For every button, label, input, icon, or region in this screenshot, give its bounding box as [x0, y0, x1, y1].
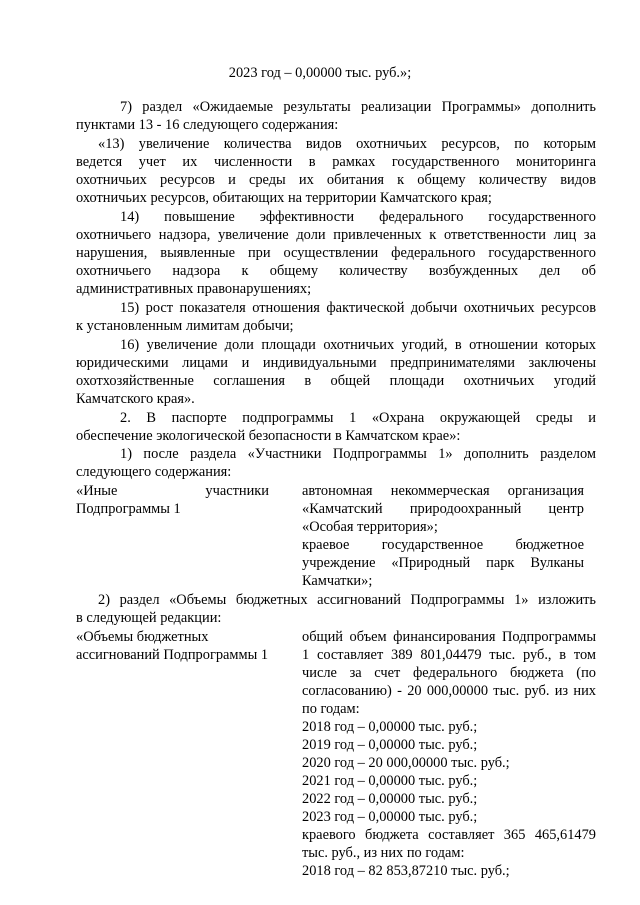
item14-line-5: административных правонарушениях; — [76, 281, 312, 297]
table2-right-line-5: по годам: — [302, 701, 360, 717]
item16-line-3: охотхозяйственные соглашения в общей площади охотничьих угодий — [76, 373, 596, 389]
p7-line-1: 7) раздел «Ожидаемые результаты реализации Программы» дополнить — [120, 99, 596, 115]
regional-budget-line-2: тыс. руб., из них по годам: — [302, 845, 465, 861]
sub2-line-1: 2) раздел «Объемы бюджетных ассигнований Подпрограммы 1» изложить — [98, 592, 596, 608]
table1-right-line-4: краевое государственное бюджетное — [302, 537, 584, 553]
table1-left-line-2: Подпрограммы 1 — [76, 501, 181, 517]
federal-year-line: 2022 год – 0,00000 тыс. руб.; — [302, 791, 478, 807]
federal-year-line: 2020 год – 20 000,00000 тыс. руб.; — [302, 755, 510, 771]
item13-line-1: «13) увеличение количества видов охотничьих ресурсов, по которым — [98, 136, 596, 152]
table1-left-line-1: «Иные участники — [76, 483, 269, 499]
table2-right-line-4: согласованию) - 20 000,00000 тыс. руб. из них — [302, 683, 596, 699]
regional-budget-line-1: краевого бюджета составляет 365 465,61479 — [302, 827, 596, 843]
sub2-line-2: в следующей редакции: — [76, 610, 222, 626]
item13-line-2: ведется учет их численности в рамках государственного мониторинга — [76, 154, 596, 170]
item14-line-3: нарушения, выявленные при осуществлении федерального государственного — [76, 245, 596, 261]
federal-year-line: 2021 год – 0,00000 тыс. руб.; — [302, 773, 478, 789]
item14-line-4: охотничьего надзора к общему количеству возбужденных дел об — [76, 263, 596, 279]
sub1-line-1: 1) после раздела «Участники Подпрограммы 1» дополнить разделом — [120, 446, 596, 462]
table2-right-line-1: общий объем финансирования Подпрограммы — [302, 629, 596, 645]
federal-year-line: 2018 год – 0,00000 тыс. руб.; — [302, 719, 478, 735]
item16-line-1: 16) увеличение доли площади охотничьих угодий, в отношении которых — [120, 337, 596, 353]
item15-line-1: 15) рост показателя отношения фактической добычи охотничьих ресурсов — [120, 300, 596, 316]
item14-line-2: охотничьего надзора, увеличение доли привлеченных к ответственности лиц за — [76, 227, 596, 243]
table1-right-line-6: Камчатки»; — [302, 573, 373, 589]
table1-right-line-2: «Камчатский природоохранный центр — [302, 501, 584, 517]
table2-right-line-3: числе за счет федерального бюджета (по — [302, 665, 596, 681]
item16-line-2: юридическими лицами и индивидуальными предпринимателями заключены — [76, 355, 596, 371]
regional-budget-line-3: 2018 год – 82 853,87210 тыс. руб.; — [302, 863, 510, 879]
table1-right-line-3: «Особая территория»; — [302, 519, 438, 535]
table2-left-line-1: «Объемы бюджетных — [76, 629, 209, 645]
table2-right-line-2: 1 составляет 389 801,04479 тыс. руб., в том — [302, 647, 596, 663]
item15-line-2: к установленным лимитам добычи; — [76, 318, 294, 334]
item13-line-3: охотничьих ресурсов и среды их обитания к общему количеству видов — [76, 172, 596, 188]
table2-left-line-2: ассигнований Подпрограммы 1 — [76, 647, 269, 663]
item13-line-4: охотничьих ресурсов, обитающих на территории Камчатского края; — [76, 190, 492, 206]
federal-year-line: 2019 год – 0,00000 тыс. руб.; — [302, 737, 478, 753]
p7-line-2: пунктами 13 - 16 следующего содержания: — [76, 117, 339, 133]
federal-year-line: 2023 год – 0,00000 тыс. руб.; — [302, 809, 478, 825]
p2-line-2: обеспечение экологической безопасности в Камчатском крае»: — [76, 428, 461, 444]
item16-line-4: Камчатского края». — [76, 391, 195, 407]
table1-right-line-1: автономная некоммерческая организация — [302, 483, 584, 499]
p2-line-1: 2. В паспорте подпрограммы 1 «Охрана окружающей среды и — [120, 410, 596, 426]
item14-line-1: 14) повышение эффективности федерального государственного — [120, 209, 596, 225]
sub1-line-2: следующего содержания: — [76, 464, 232, 480]
budget-2023-line: 2023 год – 0,00000 тыс. руб.»; — [228, 65, 412, 81]
table1-right-line-5: учреждение «Природный парк Вулканы — [302, 555, 584, 571]
